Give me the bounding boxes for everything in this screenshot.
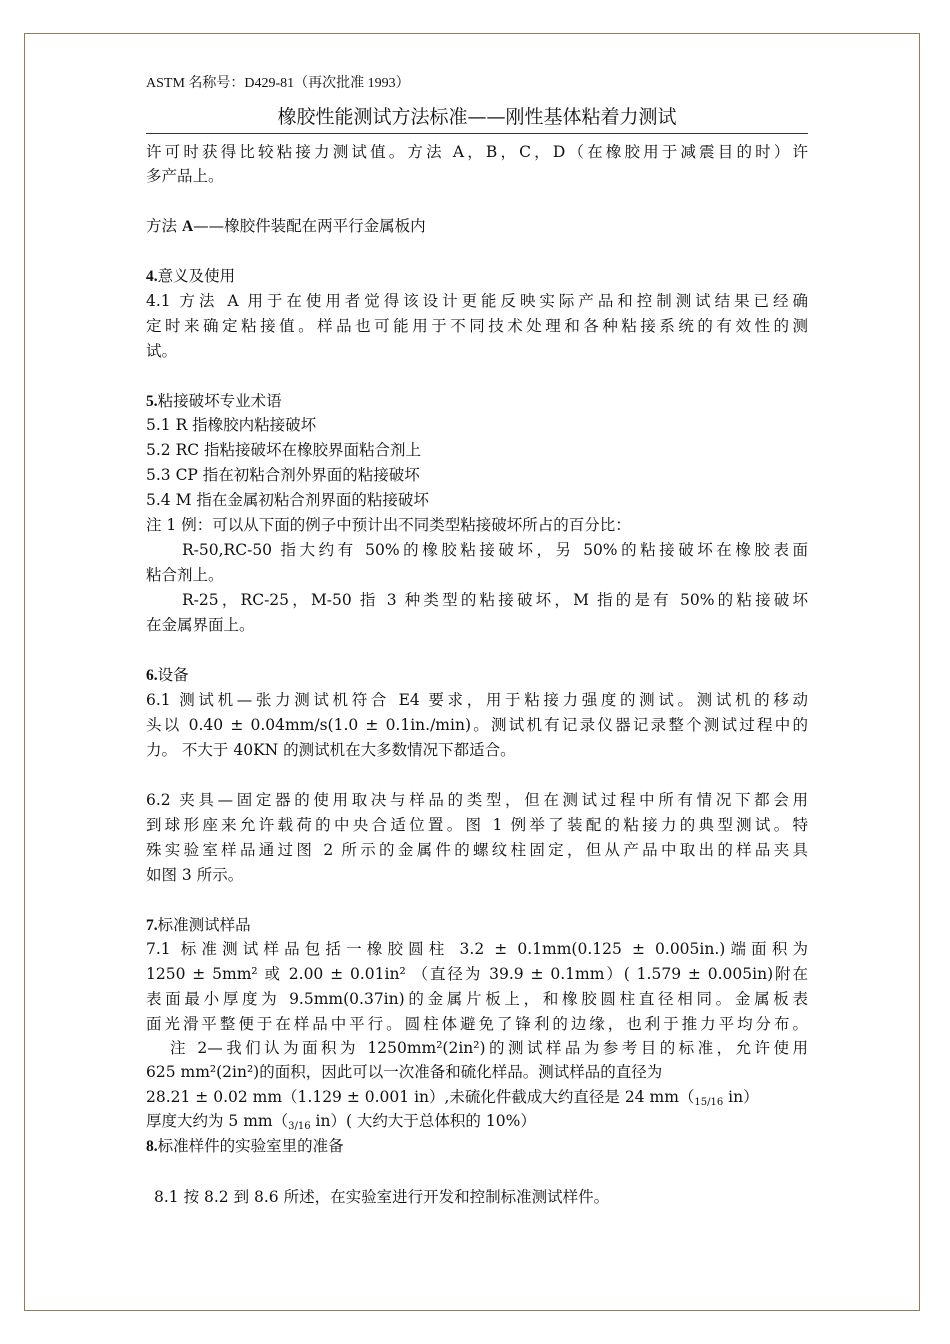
note-2-line: 625 mm²(2in²)的面积，因此可以一次准备和硫化样品。测试样品的直径为 bbox=[146, 1063, 663, 1081]
term-item: 5.3 CP 指在初粘合剂外界面的粘接破坏 bbox=[146, 466, 420, 484]
section-number: 6. bbox=[146, 667, 158, 684]
section-number: 5. bbox=[146, 393, 158, 410]
paragraph-line: 7.1 标准测试样品包括一橡胶圆柱 3.2 ± 0.1mm(0.125 ± 0.005in.)端面积为 bbox=[146, 940, 808, 958]
note-text: 28.21 ± 0.02 mm（1.129 ± 0.001 in）,未硫化件截成大约直径是 24 mm（ bbox=[146, 1088, 695, 1106]
example-line: 在金属界面上。 bbox=[146, 616, 255, 634]
term-item: 5.4 M 指在金属初粘合剂界面的粘接破坏 bbox=[146, 491, 429, 509]
section-title: 标准样件的实验室里的准备 bbox=[157, 1137, 344, 1155]
section-title: 意义及使用 bbox=[157, 267, 236, 285]
fraction-subscript: 15/16 bbox=[694, 1097, 724, 1108]
paragraph-line: 到球形座来允许载荷的中央合适位置。图 1 例举了装配的粘接力的典型测试。特 bbox=[146, 816, 808, 834]
paragraph-line: 殊实验室样品通过图 2 所示的金属件的螺纹柱固定，但从产品中取出的样品夹具 bbox=[146, 841, 808, 859]
note-2-line bbox=[146, 1085, 759, 1108]
intro-line: 多产品上。 bbox=[146, 167, 224, 185]
example-line: R-25，RC-25，M-50 指 3 种类型的粘接破坏，M 指的是有 50%的粘接破坏 bbox=[182, 591, 808, 609]
section-title: 标准测试样品 bbox=[157, 916, 251, 934]
paragraph-line: 试。 bbox=[146, 342, 178, 360]
term-item: 5.1 R 指橡胶内粘接破坏 bbox=[146, 416, 317, 434]
paragraph-line: 头以 0.40 ± 0.04mm/s(1.0 ± 0.1in./min)。测试机有记录仪器记录整个测试过程中的 bbox=[146, 716, 808, 734]
section-7-heading bbox=[146, 913, 251, 935]
document-header: ASTM 名称号：D429-81（再次批准 1993） bbox=[146, 76, 410, 91]
example-line: R-50,RC-50 指大约有 50%的橡胶粘接破坏，另 50%的粘接破坏在橡胶表面 bbox=[182, 541, 808, 559]
note-2-line: 注 2—我们认为面积为 1250mm²(2in²)的测试样品为参考目的标准，允许使用 bbox=[170, 1039, 808, 1057]
title-rule bbox=[146, 133, 808, 134]
note-text: in）( 大约大于总体积的 10%） bbox=[310, 1112, 536, 1130]
section-4-heading bbox=[146, 264, 235, 286]
section-5-heading bbox=[146, 389, 282, 411]
paragraph-line: 1250 ± 5mm² 或 2.00 ± 0.01in² （直径为 39.9 ± 0.1mm）( 1.579 ± 0.005in)附在 bbox=[146, 965, 808, 983]
note-2-line bbox=[146, 1109, 536, 1132]
note-text: in） bbox=[723, 1088, 759, 1106]
note-text: 厚度大约为 5 mm（ bbox=[146, 1112, 289, 1130]
paragraph-line: 8.1 按 8.2 到 8.6 所述，在实验室进行开发和控制标准测试样件。 bbox=[154, 1188, 610, 1206]
paragraph-line: 6.2 夹具—固定器的使用取决与样品的类型，但在测试过程中所有情况下都会用 bbox=[146, 791, 808, 809]
intro-line: 许可时获得比较粘接力测试值。方法 A，B，C，D（在橡胶用于减震目的时）许 bbox=[146, 143, 808, 161]
paragraph-line: 4.1 方法 A 用于在使用者觉得该设计更能反映实际产品和控制测试结果已经确 bbox=[146, 292, 808, 310]
fraction-subscript: 3/16 bbox=[288, 1121, 311, 1132]
method-a-prefix: 方法 bbox=[146, 217, 182, 235]
document-title: 橡胶性能测试方法标准——刚性基体粘着力测试 bbox=[277, 106, 677, 128]
section-title: 设备 bbox=[157, 666, 189, 684]
section-title: 粘接破坏专业术语 bbox=[157, 392, 282, 410]
section-number: 4. bbox=[146, 268, 158, 285]
section-8-heading bbox=[146, 1134, 344, 1156]
paragraph-line: 定时来确定粘接值。样品也可能用于不同技术处理和各种粘接系统的有效性的测 bbox=[146, 317, 808, 335]
term-item: 5.2 RC 指粘接破坏在橡胶界面粘合剂上 bbox=[146, 441, 422, 459]
paragraph-line: 如图 3 所示。 bbox=[146, 866, 244, 884]
section-number: 8. bbox=[146, 1138, 158, 1155]
method-a-heading bbox=[146, 214, 426, 236]
section-number: 7. bbox=[146, 917, 158, 934]
paragraph-line: 表面最小厚度为 9.5mm(0.37in)的金属片板上，和橡胶圆柱直径相同。金属板表 bbox=[146, 990, 808, 1008]
paragraph-line: 面光滑平整便于在样品中平行。圆柱体避免了锋利的边缘，也利于推力平均分布。 bbox=[146, 1015, 808, 1033]
paragraph-line: 力。 不大于 40KN 的测试机在大多数情况下都适合。 bbox=[146, 741, 516, 759]
method-a-text: ——橡胶件装配在两平行金属板内 bbox=[193, 217, 426, 235]
example-line: 粘合剂上。 bbox=[146, 566, 224, 584]
method-a-letter: A bbox=[181, 218, 194, 235]
section-6-heading bbox=[146, 663, 189, 685]
paragraph-line: 6.1 测试机—张力测试机符合 E4 要求，用于粘接力强度的测试。测试机的移动 bbox=[146, 691, 808, 709]
note-1: 注 1 例：可以从下面的例子中预计出不同类型粘接破坏所占的百分比： bbox=[146, 516, 631, 534]
